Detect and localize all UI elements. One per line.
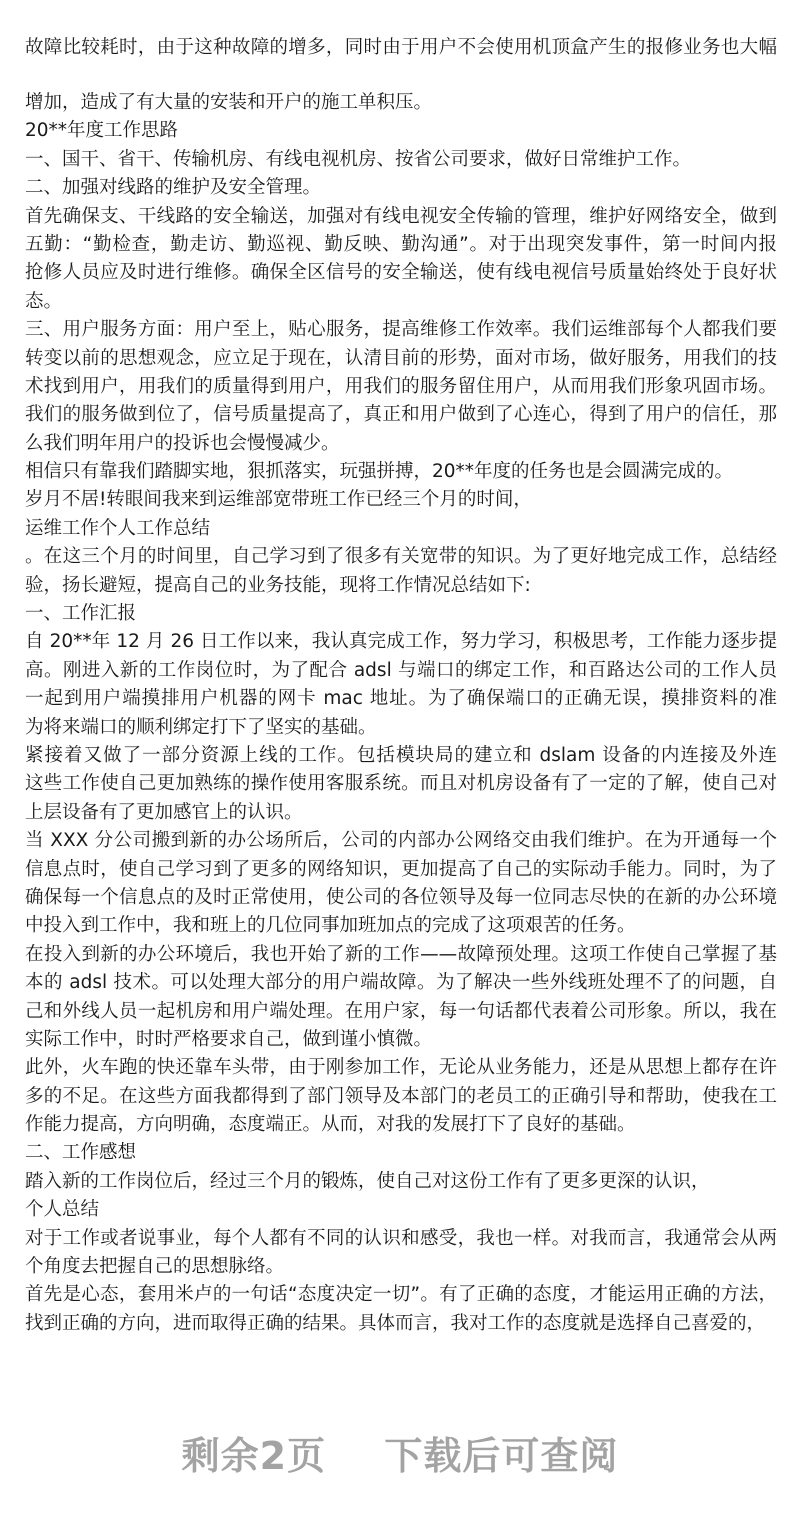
download-more-banner[interactable] — [0, 1425, 800, 1480]
paragraph — [25, 827, 777, 941]
document-body — [25, 89, 777, 1338]
paragraph — [25, 174, 777, 202]
text-line: 一起到用户端摸排用户机器的网卡 mac 地址。为了确保端口的正确无误，摸排资料的准 — [25, 688, 777, 710]
text-line: 作能力提高，方向明确，态度端正。从而，对我的发展打下了良好的基础。 — [25, 1114, 636, 1136]
text-line: 踏入新的工作岗位后，经过三个月的锻炼，使自己对这份工作有了更多更深的认识， — [25, 1170, 710, 1192]
paragraph — [25, 203, 777, 317]
remaining-pages-label: 剩余2页 — [181, 1434, 327, 1478]
text-line: 确保每一个信息点的及时正常使用，使公司的各位领导及每一位同志尽快的在新的办公环境 — [25, 886, 777, 908]
text-line: 一、国干、省干、传输机房、有线电视机房、按省公司要求，做好日常维护工作。 — [25, 148, 692, 170]
text-line: 20**年度工作思路 — [25, 120, 179, 142]
text-line: 首先是心态，套用米卢的一句话“态度决定一切”。有了正确的态度，才能运用正确的方法， — [25, 1284, 777, 1306]
paragraph — [25, 1196, 777, 1224]
text-line: 首先确保支、干线路的安全输送，加强对有线电视安全传输的管理，维护好网络安全，做到 — [25, 205, 777, 227]
text-line: 二、工作感想 — [25, 1142, 137, 1164]
paragraph — [25, 1054, 777, 1139]
download-to-view-label[interactable]: 下载后可查阅 — [384, 1434, 619, 1478]
text-line: 这些工作使自己更加熟练的操作使用客服系统。而且对机房设备有了一定的了解，使自己对 — [25, 773, 777, 795]
text-line: 本的 adsl 技术。可以处理大部分的用户端故障。为了解决一些外线班处理不了的问题，自 — [25, 972, 777, 994]
text-line: 术找到用户，用我们的质量得到用户，用我们的服务留住用户，从而用我们形象巩固市场。 — [25, 375, 777, 397]
text-line: 三、用户服务方面：用户至上，贴心服务，提高维修工作效率。我们运维部每个人都我们要 — [25, 319, 777, 341]
text-line: 抢修人员应及时进行维修。确保全区信号的安全输送，使有线电视信号质量始终处于良好状 — [25, 262, 777, 284]
text-line: 二、加强对线路的维护及安全管理。 — [25, 177, 322, 199]
text-line: 转变以前的思想观念，应立足于现在，认清目前的形势，面对市场，做好服务，用我们的技 — [25, 347, 777, 369]
text-line: 岁月不居!转眼间我来到运维部宽带班工作已经三个月的时间， — [25, 489, 532, 511]
text-line: 我们的服务做到位了，信号质量提高了，真正和用户做到了心连心，得到了用户的信任，那 — [25, 404, 777, 426]
text-line: 相信只有靠我们踏脚实地，狠抓落实，玩强拼搏，20**年度的任务也是会圆满完成的。 — [25, 461, 734, 483]
text-line: 紧接着又做了一部分资源上线的工作。包括模块局的建立和 dslam 设备的内连接及外连 — [25, 744, 777, 766]
text-line: 中投入到工作中，我和班上的几位同事加班加点的完成了这项艰苦的任务。 — [25, 915, 636, 937]
text-line: 增加，造成了有大量的安装和开户的施工单积压。 — [25, 92, 433, 113]
text-line: 上层设备有了更加感官上的认识。 — [25, 801, 303, 823]
text-line: 在投入到新的办公环境后，我也开始了新的工作——故障预处理。这项工作使自己掌握了基 — [25, 943, 777, 965]
paragraph — [25, 486, 777, 514]
paragraph — [25, 1281, 777, 1338]
text-line: 故障比较耗时，由于这种故障的增多，同时由于用户不会使用机顶盒产生的报修业务也大幅 — [25, 37, 777, 58]
paragraph — [25, 628, 777, 742]
text-line: 。在这三个月的时间里，自己学习到了很多有关宽带的知识。为了更好地完成工作，总结经 — [25, 546, 777, 568]
text-line: 高。刚进入新的工作岗位时，为了配合 adsl 与端口的绑定工作，和百路达公司的工作人员 — [25, 659, 777, 681]
text-line: 对于工作或者说事业，每个人都有不同的认识和感受，我也一样。对我而言，我通常会从两 — [25, 1227, 777, 1249]
text-line: 个人总结 — [25, 1199, 100, 1221]
paragraph — [25, 1225, 777, 1282]
document-top-fragment — [25, 34, 777, 62]
text-line: 找到正确的方向，进而取得正确的结果。具体而言，我对工作的态度就是选择自己喜爱的， — [25, 1312, 766, 1334]
text-line: 多的不足。在这些方面我都得到了部门领导及本部门的老员工的正确引导和帮助，使我在工 — [25, 1085, 777, 1107]
text-line: 信息点时，使自己学习到了更多的网络知识，更加提高了自己的实际动手能力。同时，为了 — [25, 858, 777, 880]
paragraph — [25, 316, 777, 458]
text-line: 个角度去把握自己的思想脉络。 — [25, 1256, 285, 1278]
text-line: 当 XXX 分公司搬到新的办公场所后，公司的内部办公网络交由我们维护。在为开通每一个 — [25, 830, 777, 852]
text-line: 自 20**年 12 月 26 日工作以来，我认真完成工作，努力学习，积极思考，工作能力逐步提 — [25, 631, 777, 653]
text-line: 此外，火车跑的快还靠车头带，由于刚参加工作，无论从业务能力，还是从思想上都存在许 — [25, 1057, 777, 1079]
text-line: 态。 — [25, 290, 63, 312]
text-line: 验，扬长避短，提高自己的业务技能，现将工作情况总结如下: — [25, 574, 531, 596]
text-line: 五勤：“勤检查，勤走访、勤巡视、勤反映、勤沟通”。对于出现突发事件，第一时间内报 — [25, 233, 777, 255]
paragraph — [25, 600, 777, 628]
paragraph — [25, 742, 777, 827]
text-line: 己和外线人员一起机房和用户端处理。在用户家，每一句话都代表着公司形象。所以，我在 — [25, 1000, 777, 1022]
text-line: 实际工作中，时时严格要求自己，做到谨小慎微。 — [25, 1028, 433, 1050]
text-line: 为将来端口的顺利绑定打下了坚实的基础。 — [25, 716, 377, 738]
paragraph — [25, 117, 777, 145]
paragraph — [25, 1168, 777, 1196]
paragraph — [25, 458, 777, 486]
paragraph — [25, 89, 777, 117]
text-line: 运维工作个人工作总结 — [25, 517, 211, 539]
paragraph — [25, 146, 777, 174]
text-line: 么我们明年用户的投诉也会慢慢减少。 — [25, 432, 340, 454]
text-line: 一、工作汇报 — [25, 603, 137, 625]
paragraph — [25, 515, 777, 543]
paragraph — [25, 1139, 777, 1167]
paragraph — [25, 941, 777, 1055]
paragraph — [25, 543, 777, 600]
